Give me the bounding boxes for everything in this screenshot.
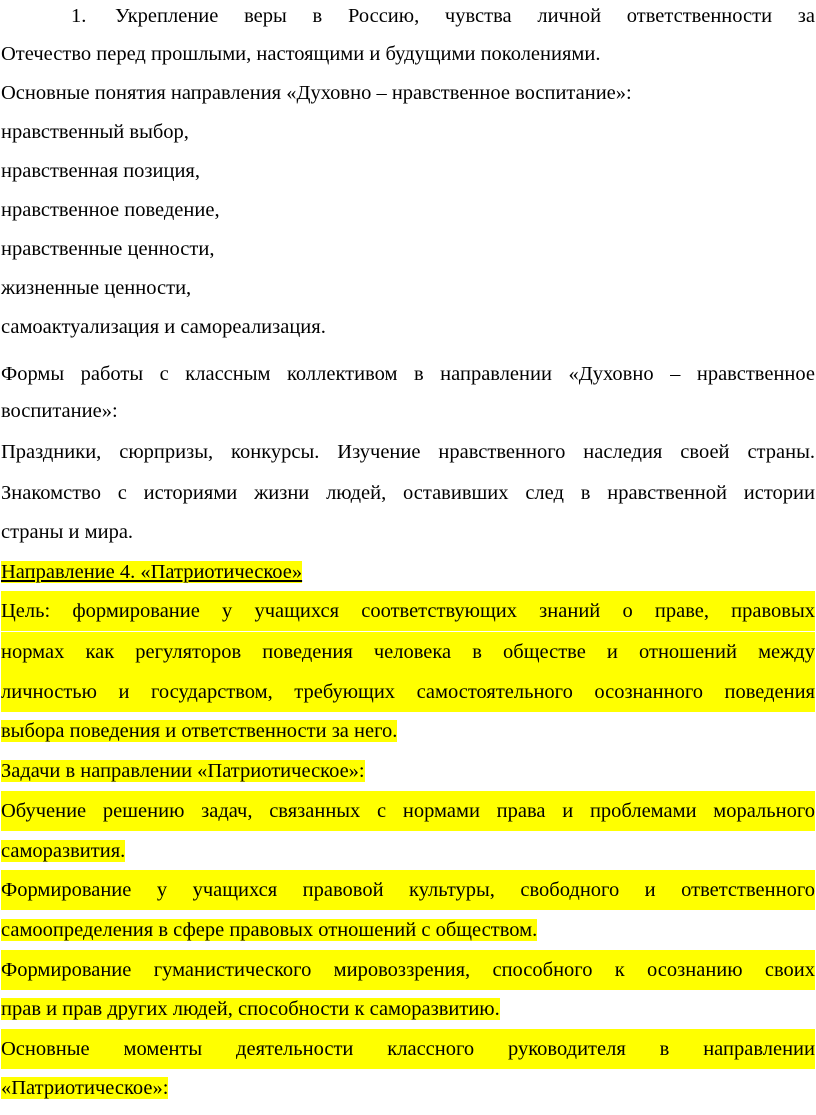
forms-paragraph-line: Праздники, сюрпризы, конкурсы. Изучение нравственного наследия своей страны. bbox=[1, 441, 815, 463]
concept-item: жизненные ценности, bbox=[1, 277, 192, 299]
tasks-heading-line bbox=[1, 751, 815, 791]
list-number: 1. bbox=[71, 5, 87, 27]
tasks-heading: Задачи в направлении «Патриотическое»: bbox=[1, 760, 365, 782]
concepts-heading: Основные понятия направления «Духовно – нравственное воспитание»: bbox=[1, 82, 632, 104]
task-line-last bbox=[1, 831, 815, 871]
concept-item: самоактуализация и самореализация. bbox=[1, 316, 326, 338]
task-line: Формирование гуманистического мировоззрения, способного к осознанию своих bbox=[1, 950, 815, 990]
forms-heading-line: воспитание»: bbox=[1, 400, 118, 422]
task-line: саморазвития. bbox=[1, 840, 126, 862]
goal-line: Цель: формирование у учащихся соответствующих знаний о праве, правовых bbox=[1, 591, 815, 631]
task-line: Обучение решению задач, связанных с нормами права и проблемами морального bbox=[1, 791, 815, 831]
direction-title-line bbox=[1, 552, 815, 592]
task-line: прав и прав других людей, способности к саморазвитию. bbox=[1, 998, 500, 1020]
concept-item: нравственные ценности, bbox=[1, 238, 215, 260]
task-line: самоопределения в сфере правовых отношений с обществом. bbox=[1, 919, 538, 941]
goal-line: нормах как регуляторов поведения человека в обществе и отношений между bbox=[1, 632, 815, 672]
concept-item: нравственный выбор, bbox=[1, 121, 189, 143]
forms-heading-line: Формы работы с классным коллективом в направлении «Духовно – нравственное bbox=[1, 363, 815, 385]
forms-paragraph-line: страны и мира. bbox=[1, 521, 134, 543]
direction-title: Направление 4. «Патриотическое» bbox=[1, 561, 303, 583]
numbered-item-1 bbox=[1, 0, 815, 36]
goal-line: личностью и государством, требующих самостоятельного осознанного поведения bbox=[1, 672, 815, 712]
paragraph-line: Укрепление веры в Россию, чувства личной ответственности за bbox=[115, 5, 815, 27]
goal-line: выбора поведения и ответственности за него. bbox=[1, 720, 398, 742]
task-line-last bbox=[1, 989, 815, 1029]
goal-line-last bbox=[1, 711, 815, 751]
concept-item: нравственная позиция, bbox=[1, 160, 200, 182]
task-line-last bbox=[1, 1068, 815, 1108]
task-line: Основные моменты деятельности классного руководителя в направлении bbox=[1, 1029, 815, 1069]
task-line-last bbox=[1, 910, 815, 950]
paragraph-line: Отечество перед прошлыми, настоящими и будущими поколениями. bbox=[1, 43, 601, 65]
concept-item: нравственное поведение, bbox=[1, 199, 220, 221]
forms-paragraph-line: Знакомство с историями жизни людей, оставивших след в нравственной истории bbox=[1, 482, 815, 504]
task-line: Формирование у учащихся правовой культуры, свободного и ответственного bbox=[1, 870, 815, 910]
task-line: «Патриотическое»: bbox=[1, 1077, 169, 1099]
